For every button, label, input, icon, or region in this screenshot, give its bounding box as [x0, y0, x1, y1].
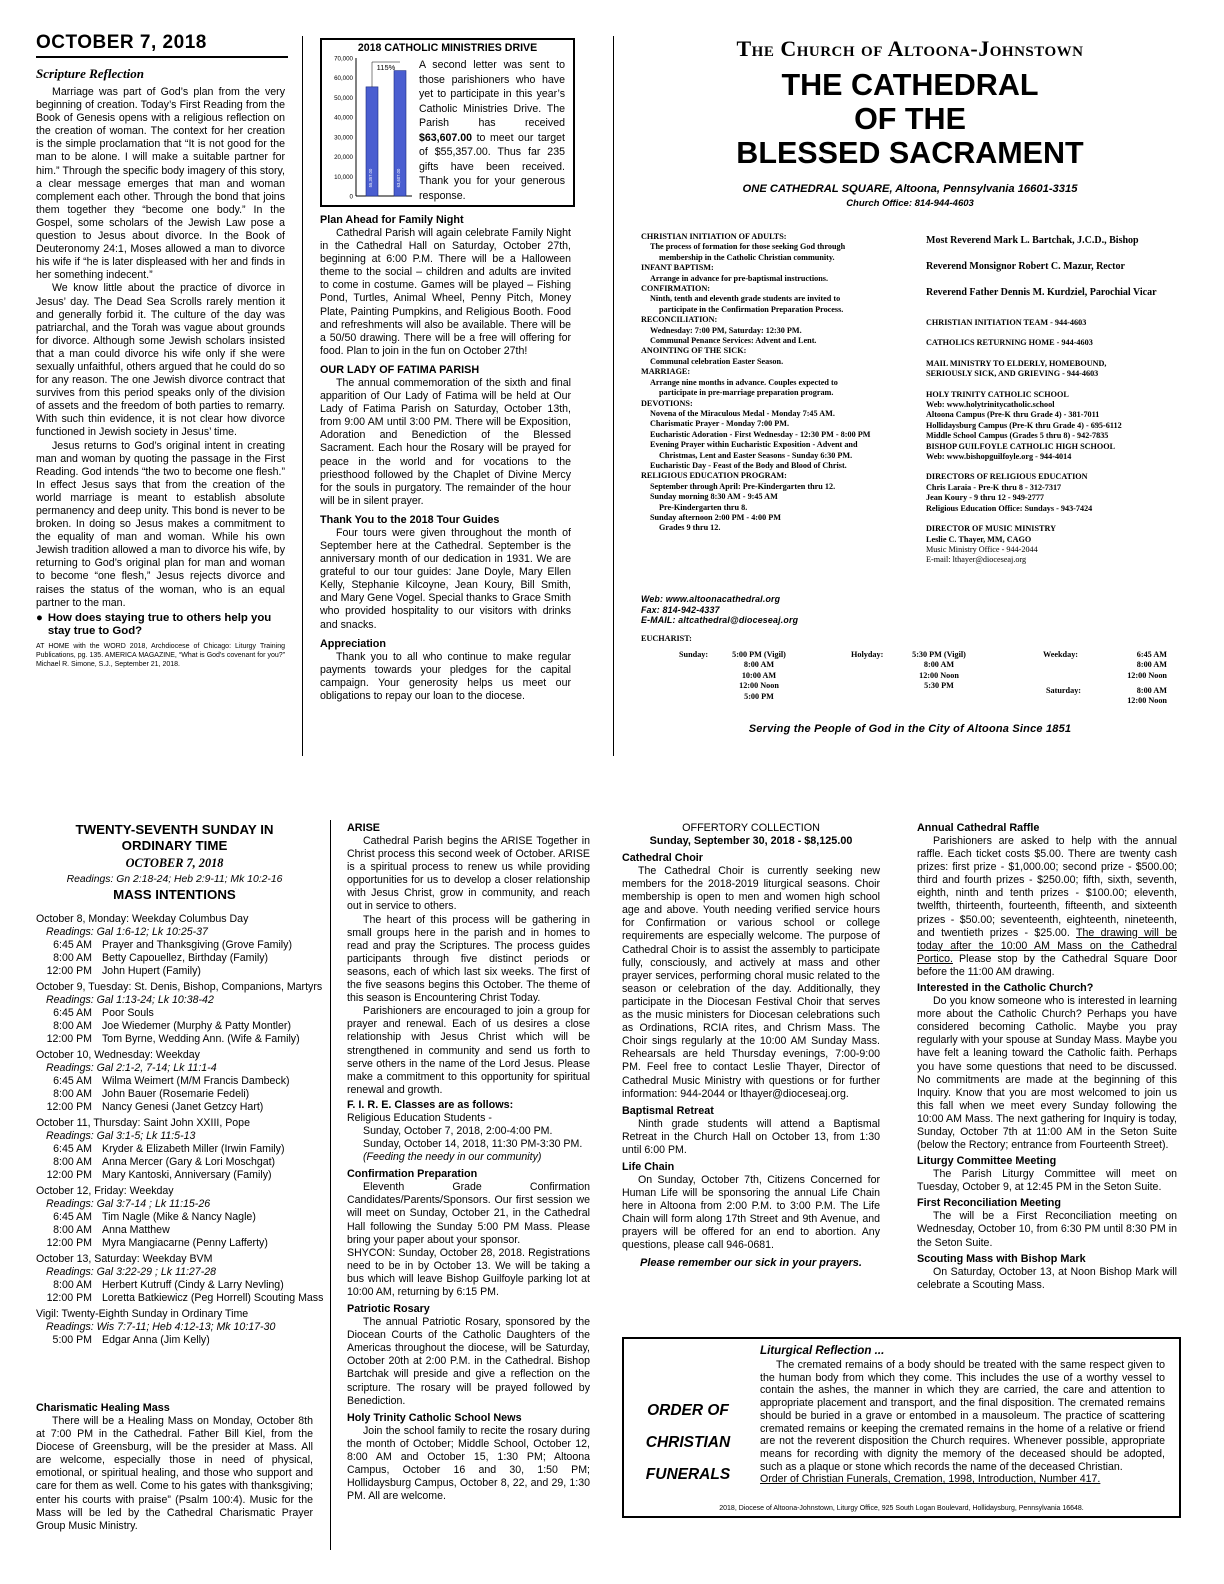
list-item: membership in the Catholic Christian community. — [659, 252, 835, 262]
intention-name: Nancy Genesi (Janet Getzcy Hart) — [102, 1101, 264, 1113]
intention-name: Mary Kantoski, Anniversary (Family) — [102, 1169, 272, 1181]
eucharist-label: EUCHARIST: — [641, 634, 692, 643]
mass-time: 12:00 Noon — [1127, 670, 1167, 680]
serving-line: Serving the People of God in the City of Altoona Since 1851 — [748, 723, 1072, 735]
reflection-heading: Liturgical Reflection ... — [760, 1344, 885, 1357]
mass-time: 8:00 AM — [743, 660, 775, 670]
list-item: Sunday afternoon 2:00 PM - 4:00 PM — [650, 512, 781, 522]
list-item: Arrange in advance for pre-baptismal instructions. — [650, 273, 829, 283]
list-heading: BISHOP GUILFOYLE CATHOLIC HIGH SCHOOL — [926, 441, 1116, 451]
list-heading: DIRECTOR OF MUSIC MINISTRY — [926, 524, 1057, 534]
list-heading: Jean Koury - 9 thru 12 - 949-2777 — [926, 493, 1045, 503]
sunday-date: OCTOBER 7, 2018 — [125, 856, 224, 870]
mass-time: 8:00 AM — [1136, 660, 1167, 670]
sunday-times — [719, 650, 799, 702]
mass-time: 8:00 AM — [1136, 686, 1167, 695]
col2-top-news — [320, 214, 571, 703]
spacer — [926, 514, 1191, 524]
list-item: Wednesday: 7:00 PM, Saturday: 12:30 PM. — [650, 325, 802, 335]
date-title: OCTOBER 7, 2018 — [36, 32, 207, 53]
intention-time: 6:45 AM — [53, 1075, 92, 1087]
liturgy-committee-heading: Liturgy Committee Meeting — [917, 1155, 1057, 1168]
fatima-text: The annual commemoration of the sixth and final apparition of Our Lady of Fatima will be held at Our Lady of Fatima Parish on Saturday, October 13th, from 9:00 AM until 3:00 PM. There will be Exposition, Adoration and Benediction of the Blessed Sacrament. Each hour the Rosary will be prayed for peace in the world and for vocations to the priesthood followed by the Chaplet of Divine Mercy for the souls in purgatory. The remainder of the hour will be in silent prayer. — [320, 376, 571, 507]
mass-time: 12:00 Noon — [919, 670, 959, 680]
sunday-label: Sunday: — [679, 650, 709, 659]
intention-row — [36, 1292, 326, 1305]
list-heading: CHRISTIAN INITIATION TEAM - 944-4603 — [926, 318, 1087, 327]
mass-time: 12:00 Noon — [739, 681, 779, 691]
ministry-directory — [926, 318, 1191, 566]
scripture-para-1: Marriage was part of God’s plan from the very beginning of creation. Today’s First Reading from the Book of Genesis opens with a religious reflection on the creation of woman. The context for her creation is the simple proclamation that “It is not good for the man to be alone. I will make a suitable partner for him.” Through the specific body imagery of this story, a clear message emerges that man and woman complement each other. Through the bond that joins them together they “become one body.” In the Gospel, some scholars of the Jewish Law pose a question to Jesus about divorce. In the Book of Deuteronomy 24:1, Moses allowed a man to divorce his wife if “he is later displeased with her and finds in her something indecent.” — [36, 86, 285, 282]
mass-intentions-list — [36, 913, 326, 1347]
fire-line-1: Sunday, October 7, 2018, 2:00-4:00 PM. — [363, 1124, 553, 1137]
intention-name: John Bauer (Rosemarie Fedeli) — [102, 1088, 250, 1100]
intention-row — [36, 1020, 326, 1033]
church-line: The Church of Altoona-Johnstown — [736, 36, 1084, 61]
intention-time: 12:00 PM — [46, 1292, 92, 1304]
raffle-heading: Annual Cathedral Raffle — [917, 822, 1040, 834]
intention-day: October 11, Thursday: Saint John XXIII, Pope — [36, 1117, 250, 1129]
sacraments-list — [641, 232, 921, 534]
cathedral-title-line-2: OF THE — [854, 102, 966, 136]
liturgy-committee-text: The Parish Liturgy Committee will meet on Tuesday, October 9, at 12:45 PM in the Seton Suite. — [917, 1168, 1177, 1194]
scouting-mass-heading: Scouting Mass with Bishop Mark — [917, 1252, 1086, 1265]
charismatic-heading: Charismatic Healing Mass — [36, 1402, 170, 1414]
intention-time: 8:00 AM — [53, 1279, 92, 1291]
list-item: Grades 9 thru 12. — [659, 523, 721, 533]
list-item: Novena of the Miraculous Medal - Monday 7:45 AM. — [650, 408, 835, 418]
sick-prayer-line: Please remember our sick in your prayers. — [640, 1256, 862, 1269]
spacer — [926, 462, 1191, 472]
choir-text: The Cathedral Choir is currently seeking new members for the 2018-2019 liturgical seasons. Choir membership is open to men and women high school age and above. Youth needing verified service hours for Confirmation or various school or college requirements are especially welcome. The purpose of Cathedral Choir is to assist the assembly to participate fully, consciously, and actively at mass and other prayer services, performing choral music related to the season or celebration of the day. Additionally, they participate in the Diocesan Festival Choir that serves as the music ministers for Diocesan celebrations such as Ordinations, RCIA rites, and Chrism Mass. The Choir sings regularly at the 10:00 AM Sunday Mass. Rehearsals are held Thursday evenings, 7:00-9:00 PM. Feel free to contact Leslie Thayer, Director of Cathedral Music Ministry with questions or for further information: 944-2044 or lthayer@dioceseaj.org. — [622, 865, 880, 1100]
confirmation-heading: Confirmation Preparation — [347, 1168, 478, 1181]
list-heading: SERIOUSLY SICK, AND GRIEVING - 944-4603 — [926, 369, 1099, 379]
intention-name: Wilma Weimert (M/M Francis Dambeck) — [102, 1075, 290, 1087]
intention-day: October 13, Saturday: Weekday BVM — [36, 1253, 213, 1265]
first-reconciliation-text: The will be a First Reconciliation meeting on Wednesday, October 10, from 6:30 PM until 8:30 PM in the Seton Suite. — [917, 1210, 1177, 1249]
fire-line-2: Sunday, October 14, 2018, 11:30 PM-3:30 PM. — [363, 1138, 583, 1151]
mass-time: 6:45 AM — [1136, 650, 1167, 659]
chart-y-tick: 50,000 — [334, 94, 353, 102]
cathedral-title — [640, 68, 1180, 170]
eucharist-schedule — [641, 634, 1181, 709]
intention-name: John Hupert (Family) — [102, 965, 201, 977]
list-heading: Altoona Campus (Pre-K thru Grade 4) - 381-7011 — [926, 410, 1100, 420]
list-item: The process of formation for those seeking God through — [650, 242, 846, 252]
intention-time: 8:00 AM — [53, 952, 92, 964]
list-item: Charismatic Prayer - Monday 7:00 PM. — [650, 419, 790, 429]
col2-bottom-news — [347, 822, 590, 1503]
intention-readings: Readings: Gal 1:13-24; Lk 10:38-42 — [46, 994, 214, 1006]
email-link[interactable]: E-MAIL: altcathedral@dioceseaj.org — [641, 615, 799, 626]
sunday-title — [36, 822, 313, 902]
intention-time: 8:00 AM — [53, 1224, 92, 1236]
chart-y-tick: 70,000 — [334, 55, 353, 63]
intention-name: Loretta Batkiewicz (Peg Horrell) Scouting Mass — [102, 1292, 324, 1304]
mass-time: 5:30 PM — [924, 681, 954, 691]
liturgical-reflection-box — [622, 1337, 1181, 1518]
school-news-heading: Holy Trinity Catholic School News — [347, 1411, 522, 1424]
intention-readings: Readings: Gal 2:1-2, 7-14; Lk 11:1-4 — [46, 1062, 217, 1074]
scripture-heading: Scripture Reflection — [36, 66, 144, 81]
chart-y-tick: 60,000 — [334, 75, 353, 83]
intention-row — [36, 1101, 326, 1114]
scripture-para-2: We know little about the practice of divorce in Jesus’ day. The Dead Sea Scrolls rarely mention it and generally forbid it. The culture of the day was patriarchal, and the Torah was vague about grounds for divorce. Although some Jewish scholars insisted that a man could divorce his wife only if she were sexually unfaithful, others argued that he could do so for any reason. The one Jewish divorce contract that survives from this period speaks only of the division of assets and the freedom of both parties to remarry. With such thin evidence, it is not clear how divorce functioned in Jewish society in Jesus’ time. — [36, 282, 285, 439]
address-line: ONE CATHEDRAL SQUARE, Altoona, Pennsylvania 16601-3315 — [742, 183, 1078, 195]
baptismal-retreat-heading: Baptismal Retreat — [622, 1104, 714, 1117]
col3-bottom-news — [622, 822, 880, 1270]
intention-row — [36, 939, 326, 952]
weekday-label: Weekday: — [1043, 650, 1079, 659]
scouting-mass-text: On Saturday, October 13, at Noon Bishop Mark will celebrate a Scouting Mass. — [917, 1265, 1177, 1291]
list-heading: MARRIAGE: — [641, 367, 691, 377]
list-heading: DEVOTIONS: — [641, 398, 693, 408]
list-item: Communal Penance Services: Advent and Lent. — [650, 336, 817, 346]
drive-bar-chart — [322, 54, 414, 202]
chart-bar-label: 63,607.00 — [396, 168, 401, 188]
intention-time: 12:00 PM — [46, 1033, 92, 1045]
intention-row — [36, 1279, 326, 1292]
list-heading: Web: www.holytrinitycatholic.school — [926, 400, 1055, 410]
drive-chart-title: 2018 CATHOLIC MINISTRIES DRIVE — [357, 42, 538, 54]
life-chain-text: On Sunday, October 7th, Citizens Concerned for Human Life will be sponsoring the annual Life Chain here in Altoona from 2:00 P.M. to 3:00 P.M. The Life Chain will form along 17th Street and 9th Avenue, and prayers will be offered for an end to abortion. Any questions, please call 946-0681. — [622, 1173, 880, 1252]
mass-time: 8:00 AM — [923, 660, 955, 670]
clergy-list — [926, 234, 1186, 299]
bullet-icon: ● — [36, 611, 43, 624]
appreciation-text: Thank you to all who continue to make regular payments towards your pledges for the capital campaign. Your generosity helps us meet our obligations to repay our loan to the diocese. — [320, 650, 571, 702]
list-item: Ninth, tenth and eleventh grade students are invited to — [650, 294, 841, 304]
intention-day: October 8, Monday: Weekday Columbus Day — [36, 913, 249, 925]
tour-guides-text: Four tours were given throughout the month of September here at the Cathedral. September is the anniversary month of our dedication in 1931. We are grateful to our tour guides: Jane Doyle, Mary Ellen Kelly, Stephanie Kilcoyne, Jean Koury, Bill Smith, and Mary Gene Vogel. Special thanks to Grace Smith who provided hospitality to our visitors with drinks and snacks. — [320, 526, 571, 631]
rosary-heading: Patriotic Rosary — [347, 1303, 430, 1316]
list-heading: Web: www.bishopguilfoyle.org - 944-4014 — [926, 452, 1072, 462]
baptismal-retreat-text: Ninth grade students will attend a Baptismal Retreat in the Church Hall on October 13, from 1:30 until 6:00 PM. — [622, 1117, 880, 1156]
chart-y-tick: 30,000 — [334, 134, 353, 142]
mass-time: 10:00 AM — [741, 670, 777, 680]
charismatic-text: There will be a Healing Mass on Monday, October 8th at 7:00 PM in the Cathedral. Father Bill Kiel, from the Diocese of Greensburg, will be the presider at Mass. All are welcome, especially those in need of physical, emotional, or spiritual healing, and those who support and care for them as well. Come to his gates with thanksgiving; enter his courts with praise” (Psalm 100:4). Music for the Mass will be led by the Cathedral Charismatic Prayer Group Music Ministry. — [36, 1415, 313, 1532]
appreciation-heading: Appreciation — [320, 637, 386, 650]
intention-row — [36, 1007, 326, 1020]
list-item: Music Ministry Office - 944-2044 — [926, 544, 1038, 554]
spacer — [926, 380, 1191, 390]
clergy-rector: Reverend Monsignor Robert C. Mazur, Rector — [926, 261, 1125, 272]
saturday-times — [1101, 686, 1167, 707]
list-heading: Leslie C. Thayer, MM, CAGO — [926, 534, 1032, 544]
chart-y-tick: 20,000 — [334, 154, 353, 162]
intention-time: 6:45 AM — [53, 939, 92, 951]
intention-readings: Readings: Wis 7:7-11; Heb 4:12-13; Mk 10:17-30 — [46, 1321, 276, 1333]
life-chain-heading: Life Chain — [622, 1160, 675, 1173]
intention-time: 5:00 PM — [52, 1334, 92, 1346]
list-heading: INFANT BAPTISM: — [641, 263, 714, 273]
chart-y-tick: 10,000 — [334, 173, 353, 181]
intention-time: 12:00 PM — [46, 1169, 92, 1181]
intention-row — [36, 965, 326, 978]
holyday-label: Holyday: — [851, 650, 884, 659]
intention-row — [36, 1156, 326, 1169]
mass-time: 5:00 PM — [744, 691, 774, 701]
intention-time: 12:00 PM — [46, 1101, 92, 1113]
intention-row — [36, 1211, 326, 1224]
funeral-side-title: ORDER OF CHRISTIAN FUNERALS — [645, 1402, 731, 1483]
intention-name: Edgar Anna (Jim Kelly) — [102, 1334, 210, 1346]
mass-time: 5:00 PM (Vigil) — [732, 650, 786, 659]
list-item: participate in pre-marriage preparation program. — [659, 388, 834, 398]
intention-time: 6:45 AM — [53, 1007, 92, 1019]
holyday-times — [899, 650, 979, 692]
intention-name: Betty Capouellez, Birthday (Family) — [102, 952, 269, 964]
intention-time: 12:00 PM — [46, 965, 92, 977]
scripture-credit: AT HOME with the WORD 2018, Archdiocese of Chicago: Liturgy Training Publications, pg. 135. AMERICA MAGAZINE, “What is God's covenant for you?” Michael R. Simone, S.J., September 21, 2018. — [36, 642, 285, 668]
intention-row — [36, 952, 326, 965]
inquiry-text: Do you know someone who is interested in learning more about the Catholic Church? Perhaps you have considered becoming Catholic. Maybe you pray regularly with your spouse at Sunday Mass. Maybe you have felt a leaning toward the Catholic faith. Perhaps you have some questions that need to be discussed. No commitments are made at the beginning of this Inquiry. Know that you are most welcomed to join us this fall when we meet every Sunday following the 10:00 AM Mass. The next gathering for Inquiry is today, Sunday, October 7th at 11:00 AM in the Seton Suite (below the Rectory; entrance from Fourteenth Street). — [917, 995, 1177, 1152]
list-heading: HOLY TRINITY CATHOLIC SCHOOL — [926, 389, 1069, 399]
arise-para-2: The heart of this process will be gathering in small groups here in the parish and in homes to read and pray the Scriptures. The process guides participants through five distinct periods or seasons, each of which last six weeks. The first of the five seasons begins this October. The theme of this season is Encountering Christ Today. — [347, 913, 590, 1005]
school-news-text: Join the school family to recite the rosary during the month of October; Middle School, October 12, 8:00 AM and October 15, 1:30 PM; Altoona Campus, October 16 and 30, 1:50 PM; Hollidaysburg Campus, October 8, 22, and 29, 1:30 PM. All are welcome. — [347, 1424, 590, 1503]
intention-row — [36, 1169, 326, 1182]
sunday-title-text: TWENTY-SEVENTH SUNDAY IN ORDINARY TIME — [75, 822, 274, 853]
spacer — [926, 328, 1191, 338]
intention-name: Prayer and Thanksgiving (Grove Family) — [102, 939, 292, 951]
clergy-vicar: Reverend Father Dennis M. Kurdziel, Parochial Vicar — [926, 287, 1157, 298]
fire-line-0: Religious Education Students - — [347, 1111, 492, 1124]
col4-bottom-news — [917, 822, 1177, 1292]
intention-time: 8:00 AM — [53, 1156, 92, 1168]
list-heading: CONFIRMATION: — [641, 284, 710, 294]
reflection-question: ● How does staying true to others help you stay true to God? — [36, 611, 272, 638]
mass-intentions-heading: MASS INTENTIONS — [113, 887, 236, 902]
chart-annotation: 115% — [376, 63, 396, 72]
intention-day: October 9, Tuesday: St. Denis, Bishop, Companions, Martyrs — [36, 981, 323, 993]
office-line: Church Office: 814-944-4603 — [846, 198, 974, 209]
cathedral-title-line-1: THE CATHEDRAL — [781, 68, 1039, 102]
list-item: Arrange nine months in advance. Couples expected to — [650, 377, 838, 387]
reflection-footer: 2018, Diocese of Altoona-Johnstown, Liturgy Office, 925 South Logan Boulevard, Hollidaysburg, Pennsylvania 16648. — [719, 1505, 1084, 1512]
intention-time: 8:00 AM — [53, 1020, 92, 1032]
fax-line: Fax: 814-942-4337 — [641, 604, 720, 615]
chart-y-tick: 0 — [349, 193, 353, 201]
list-heading: Middle School Campus (Grades 5 thru 8) - 942-7835 — [926, 431, 1109, 441]
mass-time: 5:30 PM (Vigil) — [912, 650, 966, 659]
list-heading: MAIL MINISTRY TO ELDERLY, HOMEBOUND, — [926, 358, 1107, 368]
intention-row — [36, 1088, 326, 1101]
weekday-times — [1101, 650, 1167, 681]
list-heading: DIRECTORS OF RELIGIOUS EDUCATION — [926, 472, 1088, 482]
charismatic-section — [36, 1402, 313, 1533]
chart-y-tick: 40,000 — [334, 114, 353, 122]
choir-heading: Cathedral Choir — [622, 852, 703, 864]
intention-time: 6:45 AM — [53, 1211, 92, 1223]
intention-name: Myra Mangiacarne (Penny Lafferty) — [102, 1237, 268, 1249]
web-link[interactable]: Web: www.altoonacathedral.org — [641, 594, 781, 604]
offertory-amount: Sunday, September 30, 2018 - $8,125.00 — [649, 835, 853, 847]
intention-readings: Readings: Gal 3:22-29 ; Lk 11:27-28 — [46, 1266, 217, 1278]
list-heading: Hollidaysburg Campus (Pre-K thru Grade 4) - 695-6112 — [926, 420, 1122, 430]
family-night-heading: Plan Ahead for Family Night — [320, 214, 464, 226]
confirmation-para-1: Eleventh Grade Confirmation Candidates/Parents/Sponsors. Our first session we will meet on Sunday, October 21, in the Cathedral Hall following the Sunday 5:00 PM Mass. Please bring your paper about your sponsor. — [347, 1181, 590, 1246]
raffle-text: Parishioners are asked to help with the annual raffle. Each ticket costs $5.00. There are twenty cash prizes: first prize - $1,000.00; second prize - $500.00; third and fourth prizes - $250.00; fifth, sixth, seventh, eighth, ninth and tenth prizes - $100.00; eleventh, twelfth, thirteenth, fourteenth, fifteenth, and sixteenth prizes - $50.00; seventeenth, eighteenth, nineteenth, and twentieth prizes - $25.00. The drawing will be today after the 10:00 AM Mass on the Cathedral Portico. Please stop by the Cathedral Square Door before the 11:00 AM drawing. — [917, 835, 1178, 978]
intention-name: Tom Byrne, Wedding Ann. (Wife & Family) — [102, 1033, 300, 1045]
intention-row — [36, 1237, 326, 1250]
scripture-para-3: Jesus returns to God’s original intent in creating man and woman by quoting the passage in the First Reading. God intends “the two to become one flesh.” In effect Jesus says that from the creation of the world marriage is meant to establish absolute permanency and deep unity. This bond is never to be broken. In doing so Jesus makes a commitment to the equality of man and woman. While his own Jewish tradition allowed a man to divorce his wife, by returning to God’s original plan for man and woman to become “one flesh,” Jesus rejects divorce and raises the status of the woman, who is an equal partner to the man. — [36, 439, 285, 609]
list-heading: RECONCILIATION: — [641, 315, 718, 325]
intention-readings: Readings: Gal 1:6-12; Lk 10:25-37 — [46, 926, 208, 938]
list-item: September through April: Pre-Kindergarten thru 12. — [650, 481, 836, 491]
tour-guides-heading: Thank You to the 2018 Tour Guides — [320, 513, 500, 526]
inquiry-heading: Interested in the Catholic Church? — [917, 982, 1094, 995]
intention-day: October 12, Friday: Weekday — [36, 1185, 174, 1197]
contact-block — [641, 594, 798, 626]
saturday-label: Saturday: — [1046, 686, 1082, 695]
list-item: Pre-Kindergarten thru 8. — [659, 502, 748, 512]
family-night-text: Cathedral Parish will again celebrate Family Night in the Cathedral Hall on Saturday, October 27th, beginning at 6:00 P.M. There will be a Halloween theme to the social – children and adults are invited to come in costume. Games will be played – Fishing Pond, Turtles, Animal Wheel, Penny Pitch, Money Plate, Painting Pumpkins, and Religious Booth. Food and refreshments will also be available. There will be a 50/50 drawing. There will be a free will offering for food. Plan to join in the fun on October 27th! — [320, 227, 571, 357]
intention-time: 6:45 AM — [53, 1143, 92, 1155]
list-heading: ANOINTING OF THE SICK: — [641, 346, 747, 356]
intention-day: October 10, Wednesday: Weekday — [36, 1049, 200, 1061]
intention-name: Kryder & Elizabeth Miller (Irwin Family) — [102, 1143, 285, 1155]
reflection-text: The cremated remains of a body should be treated with the same respect given to the human body from which they come. This includes the use of a worthy vessel to contain the ashes, the manner in which they are carried, the care and attention to appropriate placement and transport, and the final disposition. The cremated remains should be buried in a grave or entombed in a mausoleum. The practice of scattering cremated remains or keeping the cremated remains in the home of a relative or friend are not the reverent disposition the Church requires. Whenever possible, appropriate means for recording with dignity the memory of the deceased should be adopted, such as a plaque or stone which records the name of the deceased Christian. Order of Christian Funerals, Cremation, 1998, Introduction, Number 417. — [760, 1359, 1165, 1486]
fire-line-3: (Feeding the needy in our community) — [363, 1151, 542, 1164]
intention-row — [36, 1224, 326, 1237]
intention-day: Vigil: Twenty-Eighth Sunday in Ordinary Time — [36, 1308, 249, 1320]
arise-para-3: Parishioners are encouraged to join a group for prayer and renewal. Each of us desires a close relationship with Jesus Christ which will be strengthened in community and send us forth to serve others in the name of the Lord Jesus. Please make a commitment to this opportunity for spiritual renewal and growth. — [347, 1005, 590, 1096]
intention-row — [36, 1075, 326, 1088]
cathedral-title-line-3: BLESSED SACRAMENT — [736, 136, 1084, 170]
intention-row — [36, 1033, 326, 1046]
list-heading: Chris Laraia - Pre-K thru 8 - 312-7317 — [926, 482, 1062, 492]
list-item: Christmas, Lent and Easter Seasons - Sunday 6:30 PM. — [659, 450, 853, 460]
list-heading: CHRISTIAN INITIATION OF ADULTS: — [641, 232, 787, 241]
arise-heading: ARISE — [347, 822, 380, 834]
fatima-heading: OUR LADY OF FATIMA PARISH — [320, 363, 480, 376]
list-item: Evening Prayer within Eucharistic Exposition - Advent and — [650, 440, 858, 450]
chart-bar-label: 55,357.00 — [368, 168, 373, 188]
list-heading: RELIGIOUS EDUCATION PROGRAM: — [641, 471, 787, 481]
rosary-text: The annual Patriotic Rosary, sponsored by the Diocean Courts of the Catholic Daughters of the Americas throughout the diocese, will be Saturday, October 20th at 2:00 P.M. in the Cathedral. Bishop Bartchak will preside and give a reflection on the scripture. The rosary will be prayed followed by Benediction. — [347, 1316, 590, 1407]
first-reconciliation-heading: First Reconciliation Meeting — [917, 1197, 1061, 1210]
intention-row — [36, 1143, 326, 1156]
drive-text: A second letter was sent to those parishioners who have yet to participate in this year’s Catholic Ministries Drive. The Parish has received $63,607.00 to meet our target of $55,357.00. Thus far 235 gifts have been received. Thank you for your generous response. — [419, 59, 565, 202]
intention-name: Tim Nagle (Mike & Nancy Nagle) — [102, 1211, 256, 1223]
list-item: Communal celebration Easter Season. — [650, 356, 784, 366]
confirmation-para-2: SHYCON: Sunday, October 28, 2018. Registrations need to be in by October 13. We will be taking a bus which will leave Bishop Guilfoyle parking lot at 10:00 AM, returning by 6:15 PM. — [347, 1246, 590, 1298]
list-item: E-mail: lthayer@dioceseaj.org — [926, 555, 1027, 565]
list-heading: Religious Education Office: Sundays - 943-7424 — [926, 503, 1093, 513]
clergy-bishop: Most Reverend Mark L. Bartchak, J.C.D., Bishop — [926, 235, 1139, 246]
scripture-reflection — [36, 86, 285, 669]
intention-row — [36, 1334, 326, 1347]
date-heading — [36, 32, 286, 54]
list-item: Eucharistic Day - Feast of the Body and Blood of Christ. — [650, 460, 847, 470]
intention-name: Poor Souls — [102, 1007, 154, 1019]
list-item: Sunday morning 8:30 AM - 9:45 AM — [650, 492, 778, 502]
list-heading: CATHOLICS RETURNING HOME - 944-4603 — [926, 338, 1093, 348]
arise-para-1: Cathedral Parish begins the ARISE Together in Christ process this second week of October. ARISE is a spiritual process to renew us while providing opportunities for us to develop a closer relationship with Jesus Christ, grow in community, and reach out in service to others. — [347, 835, 590, 913]
spacer — [926, 349, 1191, 359]
intention-name: Joe Wiedemer (Murphy & Patty Montler) — [102, 1020, 291, 1032]
list-item: participate in the Confirmation Preparation Process. — [659, 304, 844, 314]
intention-time: 8:00 AM — [53, 1088, 92, 1100]
mass-time: 12:00 Noon — [1127, 696, 1167, 706]
sunday-readings: Readings: Gn 2:18-24; Heb 2:9-11; Mk 10:2-16 — [66, 874, 283, 885]
intention-name: Anna Mercer (Gary & Lori Moschgat) — [102, 1156, 276, 1168]
intention-time: 12:00 PM — [46, 1237, 92, 1249]
intention-readings: Readings: Gal 3:7-14 ; Lk 11:15-26 — [46, 1198, 211, 1210]
intention-name: Herbert Kutruff (Cindy & Larry Nevling) — [102, 1279, 284, 1291]
offertory-heading: OFFERTORY COLLECTION — [682, 822, 820, 834]
fire-heading: F. I. R. E. Classes are as follows: — [347, 1098, 514, 1111]
intention-name: Anna Matthew — [102, 1224, 170, 1236]
intention-readings: Readings: Gal 3:1-5; Lk 11:5-13 — [46, 1130, 196, 1142]
list-item: Eucharistic Adoration - First Wednesday - 12:30 PM - 8:00 PM — [650, 429, 871, 439]
